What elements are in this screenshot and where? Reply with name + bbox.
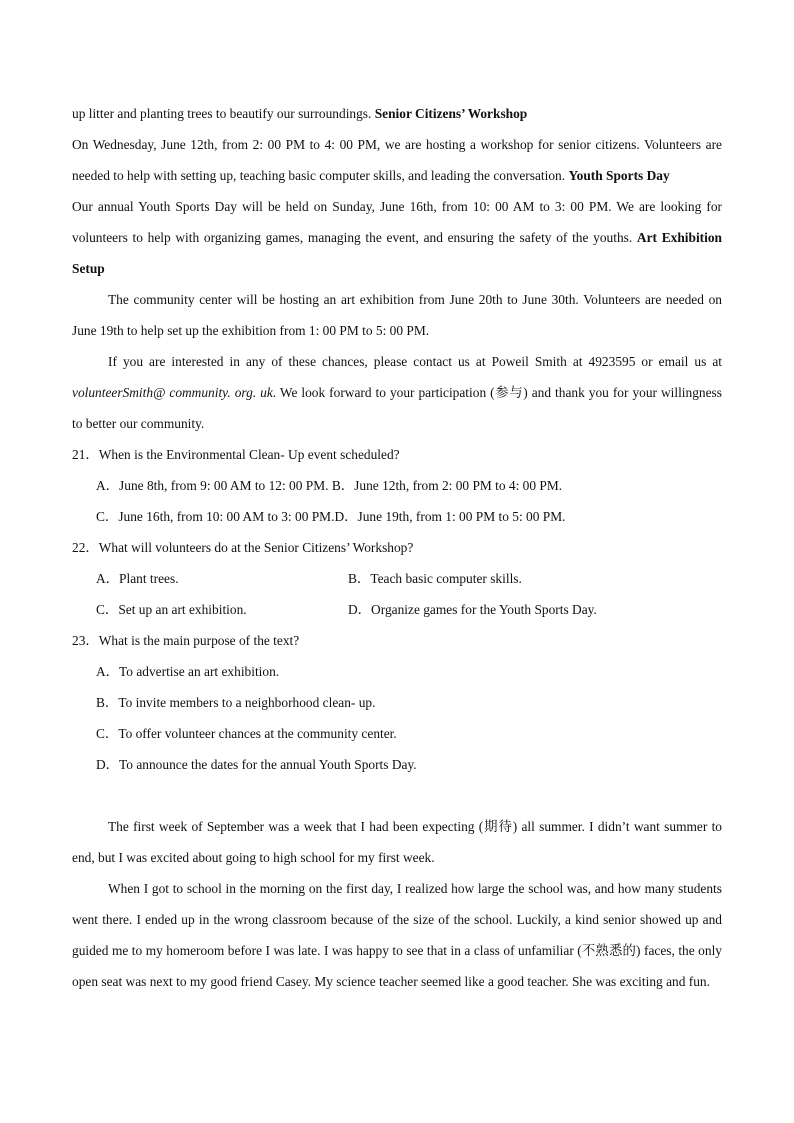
question-22: [72, 532, 722, 625]
option-row: [72, 594, 722, 625]
option-c: C．To offer volunteer chances at the community center.: [96, 726, 397, 741]
question-21: [72, 439, 722, 532]
section-heading-senior-workshop: Senior Citizens’ Workshop: [374, 106, 528, 121]
question-stem: 23．What is the main purpose of the text?: [72, 633, 300, 648]
option-a: A．June 8th, from 9: 00 AM to 12: 00 PM.: [96, 478, 329, 493]
document-page: [72, 98, 722, 997]
option-d: D．To announce the dates for the annual Youth Sports Day.: [96, 757, 417, 772]
story-paragraph-2: When I got to school in the morning on the first day, I realized how large the school was, and how many students went there. I ended up in the wrong classroom because of the size of the school. Luckily, a kind senior showed up and guided me to my homeroom before I was late. I was happy to see that in a class of unfamiliar (不熟悉的) faces, the only open seat was next to my good friend Casey. My science teacher seemed like a good teacher. She was exciting and fun.: [72, 881, 722, 989]
question-23: [72, 625, 722, 780]
notice-text: If you are interested in any of these chances, please contact us at Poweil Smith at 4923595 or email us at: [108, 354, 722, 369]
option-row: [72, 563, 722, 594]
story-paragraph-1: The first week of September was a week that I had been expecting (期待) all summer. I didn’t want summer to end, but I was excited about going to high school for my first week.: [72, 819, 722, 865]
option-a: A．To advertise an art exhibition.: [96, 664, 280, 679]
notice-paragraph-3: [72, 191, 722, 284]
option-b: B．June 12th, from 2: 00 PM to 4: 00 PM.: [331, 478, 563, 493]
option-d: D．Organize games for the Youth Sports Day.: [348, 602, 597, 617]
option-row: [72, 470, 722, 501]
notice-paragraph-1: [72, 98, 722, 129]
notice-text: . We look forward to your participation (参与) and thank you for your willingness to better our community.: [72, 385, 722, 431]
contact-email: volunteerSmith@ community. org. uk: [72, 385, 273, 400]
question-stem: 21．When is the Environmental Clean- Up event scheduled?: [72, 447, 400, 462]
question-stem: 22．What will volunteers do at the Senior Citizens’ Workshop?: [72, 540, 414, 555]
section-spacer: [72, 780, 722, 811]
section-heading-youth-sports-day: Youth Sports Day: [568, 168, 670, 183]
option-d: D．June 19th, from 1: 00 PM to 5: 00 PM.: [334, 509, 566, 524]
notice-paragraph-5: [72, 346, 722, 439]
option-b: B．To invite members to a neighborhood clean- up.: [96, 695, 376, 710]
notice-paragraph-4: The community center will be hosting an art exhibition from June 20th to June 30th. Volunteers are needed on June 19th to help set up the exhibition from 1: 00 PM to 5: 00 PM.: [72, 292, 722, 338]
notice-paragraph-2: [72, 129, 722, 191]
notice-text: Our annual Youth Sports Day will be held on Sunday, June 16th, from 10: 00 AM to 3: 00 PM. We are looking for volunteers to help with organizing games, managing the event, and ensuring the safety of the youths.: [72, 199, 722, 245]
option-c: C．June 16th, from 10: 00 AM to 3: 00 PM.: [96, 509, 335, 524]
notice-text: On Wednesday, June 12th, from 2: 00 PM to 4: 00 PM, we are hosting a workshop for senior citizens. Volunteers are needed to help with setting up, teaching basic computer skills, and leading the conversation.: [72, 137, 722, 183]
option-c: C．Set up an art exhibition.: [96, 602, 247, 617]
option-a: A．Plant trees.: [96, 571, 179, 586]
section-heading-art-exhibition: Art Exhibition Setup: [72, 230, 722, 276]
option-row: [72, 501, 722, 532]
notice-text: up litter and planting trees to beautify our surroundings.: [72, 106, 375, 121]
option-b: B．Teach basic computer skills.: [348, 571, 522, 586]
